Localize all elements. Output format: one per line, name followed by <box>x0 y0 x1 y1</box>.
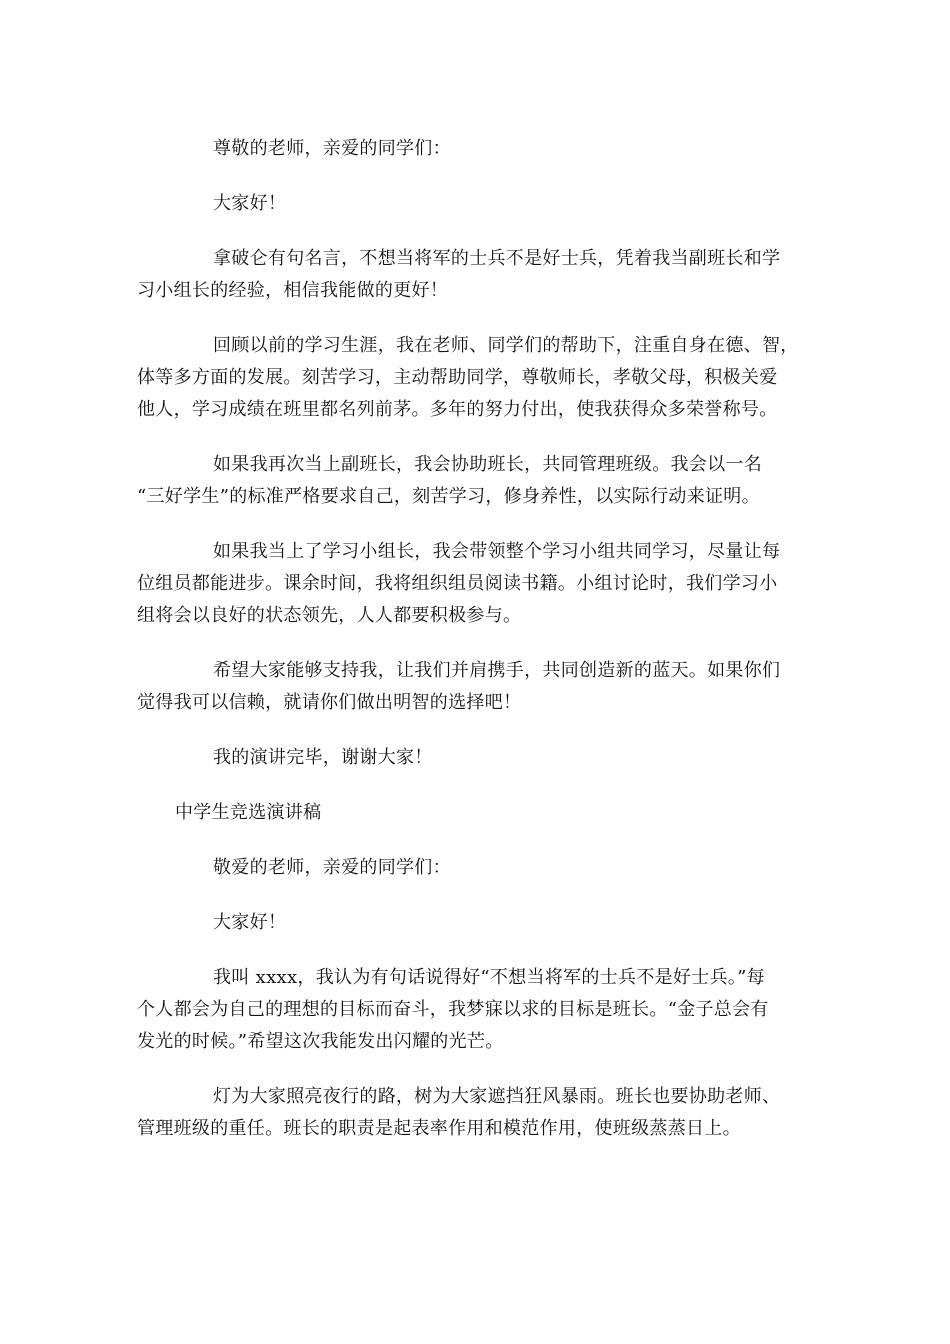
paragraph-line: 如果我再次当上副班长，我会协助班长，共同管理班级。我会以一名 <box>213 454 762 475</box>
paragraph-review <box>137 330 827 426</box>
greeting-2: 大家好！ <box>213 912 287 933</box>
paragraph-line: 个人都会为自己的理想的目标而奋斗，我梦寐以求的目标是班长。“金子总会有 <box>137 999 769 1020</box>
paragraph-line: 如果我当上了学习小组长，我会带领整个学习小组共同学习，尽量让每 <box>213 541 781 562</box>
document-body <box>137 133 827 1168</box>
greeting: 大家好！ <box>213 193 287 214</box>
paragraph-line: 我叫 xxxx，我认为有句话说得好“不想当将军的士兵不是好士兵。”每 <box>213 967 765 988</box>
paragraph-group-leader <box>137 536 827 632</box>
paragraph-line: 体等多方面的发展。刻苦学习，主动帮助同学，尊敬师长，孝敬父母，积极关爱 <box>137 367 778 388</box>
paragraph-line: 管理班级的重任。班长的职责是起表率作用和模范作用，使班级蒸蒸日上。 <box>137 1118 741 1139</box>
paragraph-line: 回顾以前的学习生涯，我在老师、同学们的帮助下，注重自身在德、智， <box>213 335 799 356</box>
paragraph-introduction <box>137 962 827 1058</box>
salutation: 尊敬的老师，亲爱的同学们： <box>213 138 451 159</box>
paragraph-napoleon-quote <box>137 243 827 307</box>
paragraph-line: 组将会以良好的状态领先，人人都要积极参与。 <box>137 605 522 626</box>
paragraph-line: 习小组长的经验，相信我能做的更好！ <box>137 280 449 301</box>
paragraph-monitor-role <box>137 1081 827 1145</box>
closing: 我的演讲完毕，谢谢大家！ <box>213 747 433 768</box>
salutation-2: 敬爱的老师，亲爱的同学们： <box>213 857 451 878</box>
section-title: 中学生竞选演讲稿 <box>175 802 322 823</box>
paragraph-line: 灯为大家照亮夜行的路，树为大家遮挡狂风暴雨。班长也要协助老师、 <box>213 1086 781 1107</box>
paragraph-support <box>137 655 827 719</box>
paragraph-line: 他人，学习成绩在班里都名列前茅。多年的努力付出，使我获得众多荣誉称号。 <box>137 399 778 420</box>
paragraph-line: “三好学生”的标准严格要求自己，刻苦学习，修身养性，以实际行动来证明。 <box>137 486 760 507</box>
paragraph-vice-monitor <box>137 449 827 513</box>
paragraph-line: 位组员都能进步。课余时间，我将组织组员阅读书籍。小组讨论时，我们学习小 <box>137 573 778 594</box>
paragraph-line: 拿破仑有句名言，不想当将军的士兵不是好士兵，凭着我当副班长和学 <box>213 248 781 269</box>
paragraph-line: 发光的时候。”希望这次我能发出闪耀的光芒。 <box>137 1031 504 1052</box>
paragraph-line: 觉得我可以信赖，就请你们做出明智的选择吧！ <box>137 692 522 713</box>
paragraph-line: 希望大家能够支持我，让我们并肩携手，共同创造新的蓝天。如果你们 <box>213 660 781 681</box>
